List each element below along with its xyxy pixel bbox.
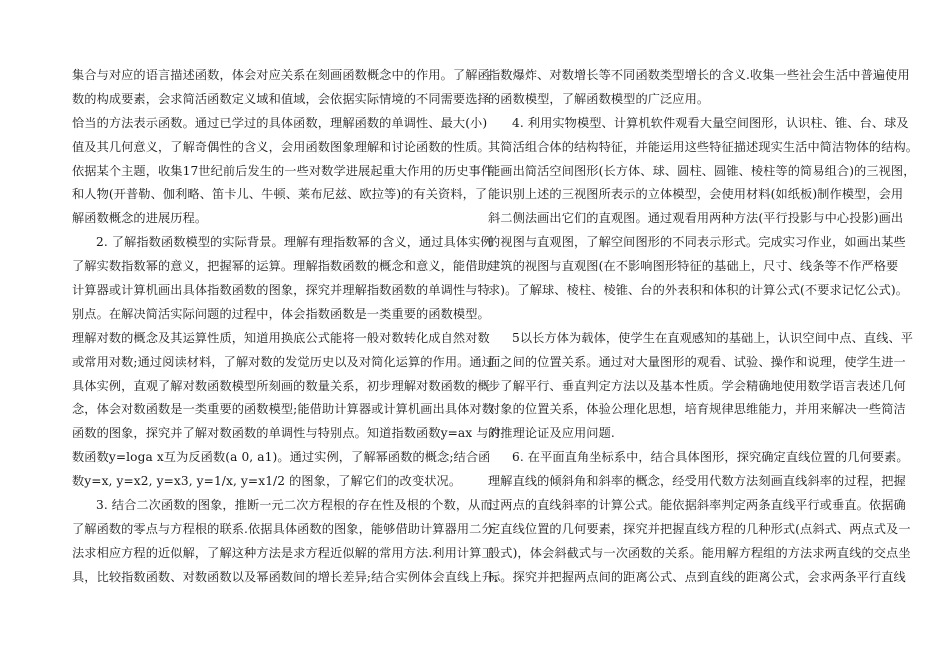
text-line: 能识别上述的三视图所表示的立体模型，会使用材料(如纸板)制作模型，会用 (488, 187, 904, 202)
text-line: 的视图与直观图，了解空间图形的不同表示形式。完成实习作业，如画出某些 (488, 235, 906, 250)
text-line: 标。探究并把握两点间的距离公式、点到直线的距离公式，会求两条平行直线 (488, 569, 906, 584)
text-line: 面之间的位置关系。通过对大量图形的观看、试验、操作和说理，使学生进一 (488, 354, 906, 369)
text-line: 别点。在解决简活实际问题的过程中，体会指数函数是一类重要的函数模型。 (72, 306, 490, 321)
text-line: 对象的位置关系，体验公理化思想，培育规律思维能力，并用来解决一些简洁 (488, 402, 906, 417)
text-line: 法求相应方程的近似解，了解这种方法是求方程近似解的常用方法.利用计算工 (72, 545, 494, 560)
paragraph-start-line: 2. 了解指数函数模型的实际背景。理解有理指数幂的含义，通过具体实例 (96, 235, 493, 250)
text-line: 念，体会对数函数是一类重要的函数模型;能借助计算器或计算机画出具体对数 (72, 402, 494, 417)
text-line: 求)。了解球、棱柱、棱锥、台的外表积和体积的计算公式(不要求记忆公式)。 (488, 283, 909, 298)
text-line: 数y=x, y=x2, y=x3, y=1/x, y=x1/2 的图象，了解它们的改变状况。 (72, 474, 462, 489)
text-line: 理解直线的倾斜角和斜率的概念，经受用代数方法刻画直线斜率的过程，把握 (488, 474, 906, 489)
text-line: 或常用对数;通过阅读材料，了解对数的发觉历史以及对简化运算的作用。通过 (72, 354, 494, 369)
text-line: 具，比较指数函数、对数函数以及幂函数间的增长差异;结合实例体会直线上升、 (72, 569, 507, 584)
text-line: 理解对数的概念及其运算性质，知道用换底公式能将一般对数转化成自然对数 (72, 330, 490, 345)
left-text-column (72, 64, 507, 590)
text-line: 数函数y=loga x互为反函数(a 0, a1)。通过实例，了解幂函数的概念;结合函 (72, 450, 491, 465)
text-line: 能画出简活空间图形(长方体、球、圆柱、圆锥、棱柱等的简易组合)的三视图， (488, 163, 916, 178)
text-line: 依据某个主题，收集17世纪前后发生的一些对数学进展起重大作用的历史事件 (72, 163, 494, 178)
paragraph-start-line: 5以长方体为载体，使学生在直观感知的基础上，认识空间中点、直线、平 (512, 330, 914, 345)
text-line: 具体实例，直观了解对数函数模型所刻画的数量关系，初步理解对数函数的概 (72, 378, 490, 393)
text-line: 指数爆炸、对数增长等不同函数类型增长的含义.收集一些社会生活中普遍使用 (488, 68, 910, 82)
text-line: 过两点的直线斜率的计算公式。能依据斜率判定两条直线平行或垂直。依据确 (488, 498, 906, 513)
paragraph-start-line: 4. 利用实物模型、计算机软件观看大量空间图形，认识柱、锥、台、球及 (512, 115, 909, 130)
text-line: 的推理论证及应用问题. (488, 426, 615, 441)
text-line: 解函数概念的进展历程。 (72, 211, 208, 226)
text-line: 步了解平行、垂直判定方法以及基本性质。学会精确地使用数学语言表述几何 (488, 378, 906, 393)
text-line: 计算器或计算机画出具体指数函数的图象，探究并理解指数函数的单调性与特 (72, 283, 490, 298)
text-line: 的函数模型，了解函数模型的广泛应用。 (488, 91, 710, 106)
text-line: 般式)，体会斜截式与一次函数的关系。能用解方程组的方法求两直线的交点坐 (488, 545, 911, 560)
text-line: 定直线位置的几何要素，探究并把握直线方程的几种形式(点斜式、两点式及一 (488, 521, 911, 536)
paragraph-gap (488, 303, 883, 327)
text-line: 恰当的方法表示函数。通过已学过的具体函数，理解函数的单调性、最大(小) (72, 115, 488, 130)
text-line: 了解函数的零点与方程根的联系.依据具体函数的图象，能够借助计算器用二分 (72, 521, 494, 536)
paragraph-start-line: 6. 在平面直角坐标系中，结合具体图形，探究确定直线位置的几何要素。 (512, 450, 909, 465)
text-line: 值及其几何意义，了解奇偶性的含义，会用函数图象理解和讨论函数的性质。 (72, 139, 490, 154)
text-line: 集合与对应的语言描述函数，体会对应关系在刻画函数概念中的作用。了解函 (72, 68, 490, 82)
text-line: 函数的图象，探究并了解对数函数的单调性与特别点。知道指数函数y=ax 与对 (72, 426, 501, 441)
text-line: 其简活组合体的结构特征，并能运用这些特征描述现实生活中简洁物体的结构。 (488, 139, 919, 154)
text-line: 了解实数指数幂的意义，把握幂的运算。理解指数函数的概念和意义，能借助 (72, 259, 490, 274)
text-line: 和人物(开普勒、伽利略、笛卡儿、牛顿、莱布尼兹、欧拉等)的有关资料，了 (72, 187, 488, 202)
paragraph-start-line: 3. 结合二次函数的图象，推断一元二次方程根的存在性及根的个数，从而 (96, 498, 493, 513)
right-text-column (488, 64, 919, 590)
text-line: 数的构成要素，会求简活函数定义域和值域，会依据实际情境的不同需要选择 (72, 91, 490, 106)
text-line: 建筑的视图与直观图(在不影响图形特征的基础上，尺寸、线条等不作严格要 (488, 259, 899, 274)
text-line: 斜二侧法画出它们的直观图。通过观看用两种方法(平行投影与中心投影)画出 (488, 211, 904, 226)
